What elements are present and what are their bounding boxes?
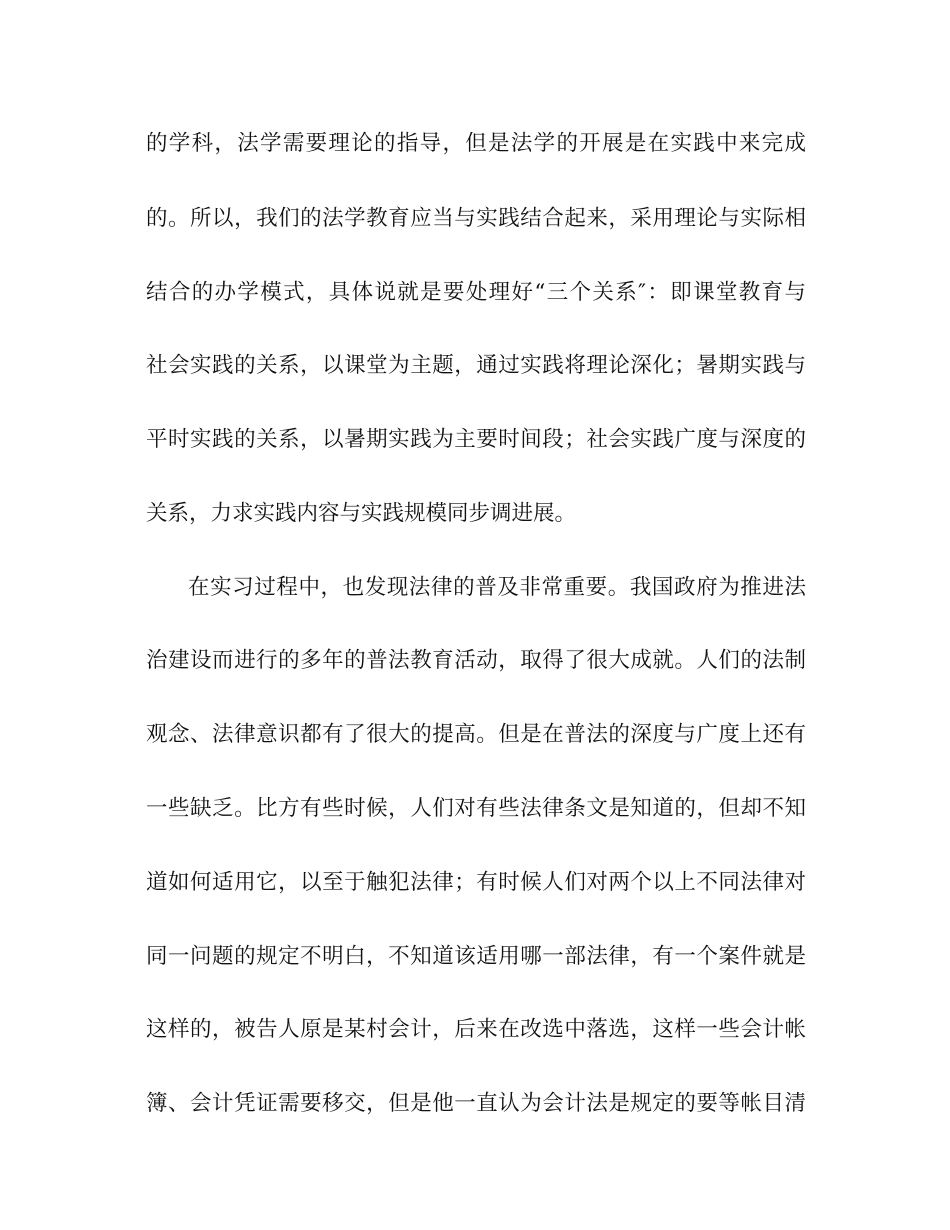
text-line: 观念、法律意识都有了很大的提高。但是在普法的深度与广度上还有 (146, 722, 806, 747)
text-line: 簿、会计凭证需要移交，但是他一直认为会计法是规定的要等帐目清 (146, 1091, 806, 1116)
text-line: 结合的办学模式，具体说就是要处理好“三个关系″：即课堂教育与 (146, 280, 806, 305)
text-line: 一些缺乏。比方有些时候，人们对有些法律条文是知道的，但却不知 (146, 796, 806, 821)
paragraph-first-line: 在实习过程中，也发现法律的普及非常重要。我国政府为推进法 (188, 575, 806, 600)
text-line: 社会实践的关系，以课堂为主题，通过实践将理论深化；暑期实践与 (146, 353, 806, 378)
text-line: 的学科，法学需要理论的指导，但是法学的开展是在实践中来完成 (146, 131, 806, 156)
text-line: 同一问题的规定不明白，不知道该适用哪一部法律，有一个案件就是 (146, 944, 806, 969)
text-line: 道如何适用它，以至于触犯法律；有时候人们对两个以上不同法律对 (146, 870, 806, 895)
text-line: 关系，力求实践内容与实践规模同步调进展。 (146, 501, 577, 526)
text-line: 治建设而进行的多年的普法教育活动，取得了很大成就。人们的法制 (146, 648, 806, 673)
text-line: 平时实践的关系，以暑期实践为主要时间段；社会实践广度与深度的 (146, 427, 806, 452)
text-line: 这样的，被告人原是某村会计，后来在改选中落选，这样一些会计帐 (146, 1017, 806, 1042)
text-line: 的。所以，我们的法学教育应当与实践结合起来，采用理论与实际相 (146, 206, 806, 231)
